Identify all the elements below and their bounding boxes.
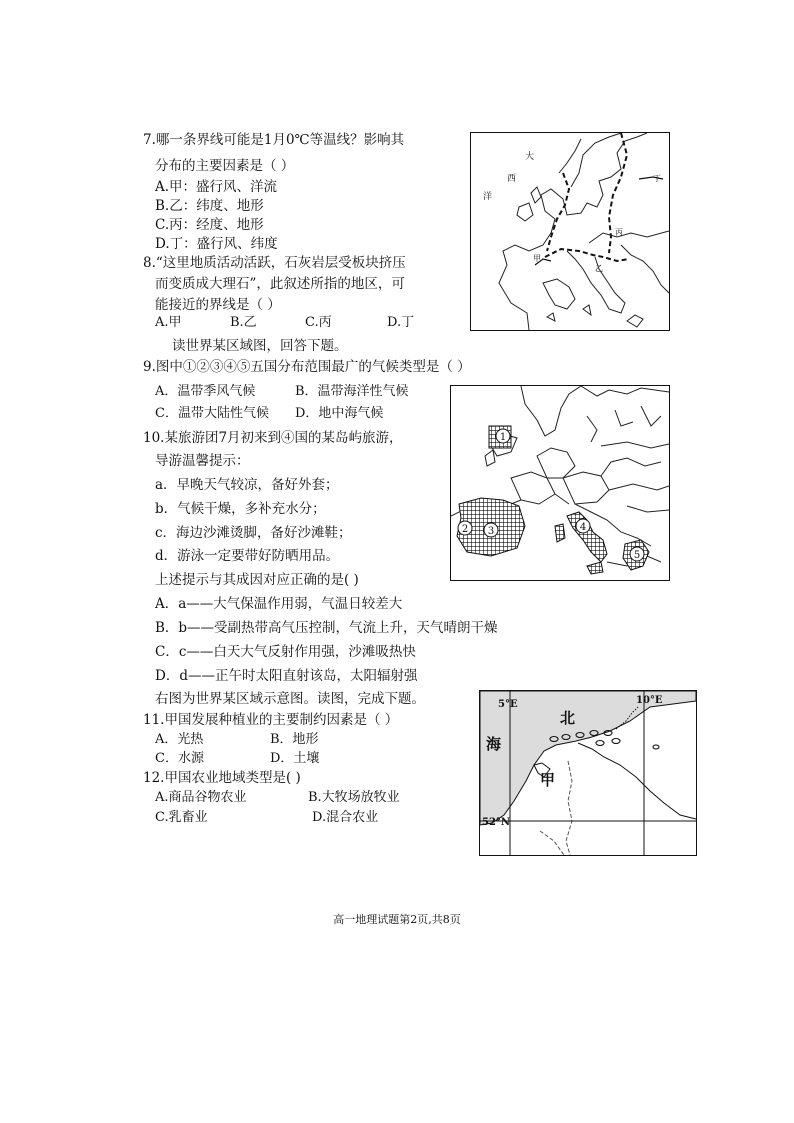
q12-option-a: A.商品谷物农业 [155, 790, 247, 805]
q11-options-row1 [155, 731, 455, 749]
q8-stem-line1: 8.“这里地质活动活跃，石灰岩层受板块挤压 [143, 255, 406, 271]
q9-options-row2 [155, 405, 455, 423]
intro-map3: 右图为世界某区域示意图。读图，完成下题。 [155, 691, 425, 707]
europe-boundary-map-svg [471, 133, 669, 330]
page-footer: 高一地理试题第2页,共8页 [333, 913, 461, 926]
map1-label-6: 丁 [653, 174, 661, 183]
q11-option-b: B．地形 [270, 732, 319, 747]
q10-option-a: A．a——大气保温作用弱，气温日较差大 [155, 596, 403, 612]
q12-stem: 12.甲国农业地域类型是( ) [143, 770, 301, 786]
map2-label-2: 3 [487, 526, 495, 537]
intro-map2: 读世界某区域图，回答下题。 [172, 338, 348, 354]
map3-label-5: 52°N [482, 817, 511, 828]
map1-label-3: 甲 [533, 254, 541, 263]
q9-stem: 9.图中①②③④⑤五国分布范围最广的气候类型是（ ） [143, 359, 471, 375]
q7-option-d: D.丁：盛行风、纬度 [155, 236, 278, 252]
q8-stem-line2: 而变质成大理石”，此叙述所指的地区，可 [155, 276, 405, 292]
q7-option-a: A.甲：盛行风、洋流 [155, 179, 278, 195]
q9-option-b: B．温带海洋性气候 [295, 384, 409, 399]
q8-stem-line3: 能接近的界线是（ ） [155, 297, 281, 313]
q8-option-c: C.丙 [305, 315, 332, 330]
q10-option-b: B．b——受副热带高气压控制，气流上升，天气晴朗干燥 [155, 620, 498, 636]
q7-option-c: C.丙：经度、地形 [155, 217, 264, 233]
map1-label-4: 乙 [595, 264, 603, 273]
q12-options-row1 [155, 789, 455, 807]
europe-countries-map [450, 385, 670, 581]
q12-option-d: D.混合农业 [312, 810, 379, 825]
q11-option-c: C．水源 [155, 751, 204, 766]
q10-stem-line2: 导游温馨提示： [155, 453, 250, 469]
map1-label-1: 西 [507, 174, 517, 184]
europe-countries-map-svg [451, 386, 669, 580]
q10-tip-b: b．气候干燥，多补充水分； [155, 501, 326, 517]
map2-label-1: 2 [461, 524, 469, 535]
map1-label-0: 大 [525, 152, 535, 162]
map3-label-4: 甲 [540, 771, 556, 789]
map3-label-1: 10°E [636, 695, 663, 706]
q12-option-b: B.大牧场放牧业 [308, 790, 400, 805]
north-sea-map-svg [480, 691, 696, 855]
q10-option-c: C．c——白天大气反射作用强，沙滩吸热快 [155, 644, 416, 660]
q9-option-c: C．温带大陆性气候 [155, 406, 269, 421]
q11-stem: 11.甲国发展种植业的主要制约因素是（ ） [143, 712, 399, 728]
q7-stem-line1: 7.哪一条界线可能是1月0℃等温线？影响其 [143, 132, 405, 148]
map3-label-2: 北 [560, 709, 576, 727]
q8-option-a: A.甲 [155, 315, 182, 330]
q10-option-d: D．d——正午时太阳直射该岛，太阳辐射强 [155, 668, 418, 684]
map2-label-0: 1 [499, 432, 507, 443]
map2-label-4: 5 [633, 550, 641, 561]
q10-tip-a: a．早晚天气较凉，备好外套； [155, 477, 339, 493]
q11-options-row2 [155, 750, 455, 768]
q10-tip-d: d．游泳一定要带好防晒用品。 [155, 548, 340, 564]
q8-option-d: D.丁 [387, 315, 415, 330]
q9-options-row1 [155, 383, 455, 401]
q9-option-d: D．地中海气候 [295, 406, 384, 421]
q12-option-c: C.乳畜业 [155, 810, 208, 825]
q8-option-b: B.乙 [230, 315, 257, 330]
q8-options-row [155, 314, 455, 332]
q9-option-a: A．温带季风气候 [155, 384, 256, 399]
q12-options-row2 [155, 809, 455, 827]
map3-label-3: 海 [486, 735, 502, 753]
q10-ask: 上述提示与其成因对应正确的是( ) [155, 572, 359, 588]
map2-label-3: 4 [579, 522, 587, 533]
north-sea-map [479, 690, 697, 856]
q7-option-b: B.乙：纬度、地形 [155, 198, 264, 214]
q10-tip-c: c．海边沙滩烫脚，备好沙滩鞋； [155, 525, 352, 541]
q10-stem-line1: 10.某旅游团7月初来到④国的某岛屿旅游， [143, 430, 403, 446]
map3-label-0: 5°E [498, 699, 518, 710]
q11-option-a: A．光热 [155, 732, 204, 747]
europe-boundary-map [470, 132, 670, 331]
q11-option-d: D．土壤 [270, 751, 320, 766]
map1-label-5: 丙 [615, 228, 623, 237]
map1-label-2: 洋 [483, 192, 493, 202]
q7-stem-line2: 分布的主要因素是（ ） [155, 158, 295, 174]
